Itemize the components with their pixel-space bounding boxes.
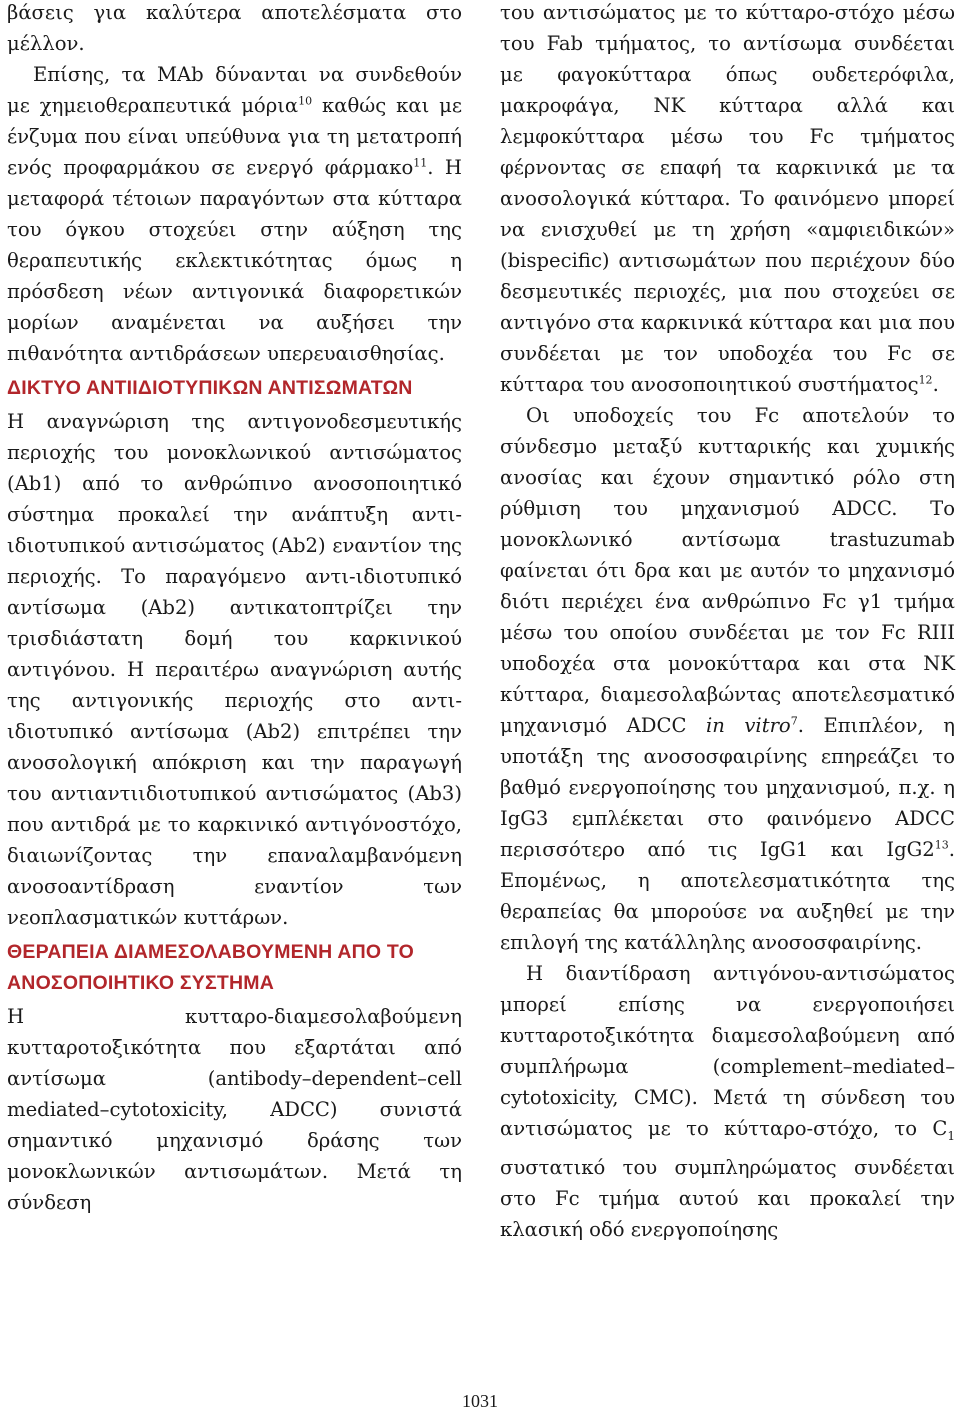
citation: 11 <box>413 156 428 170</box>
section-heading: ΔΙΚΤΥΟ ΑΝΤΙΙΔΙΟΤΥΠΙΚΩΝ ΑΝΤΙΣΩΜΑΤΩΝ <box>7 377 413 399</box>
section-heading: ΘΕΡΑΠΕΙΑ ΔΙΑΜΕΣΟΛΑΒΟΥΜΕΝΗ ΑΠΟ ΤΟ ΑΝΟΣΟΠΟΙΗΤΙΚΟ ΣΥΣΤΗΜΑ <box>7 941 414 994</box>
paragraph: Η διαντίδραση αντιγόνου-αντισώματος μπορεί επίσης να ενεργοποιήσει κυτταροτοξικότητα διαμεσολαβούμενη από συμπλήρωμα (complement–mediated–cytotoxicity, CMC). Μετά τη σύνδεση του αντισώματος με το κύτταρο-στόχο, το $C_1$ συστατικό του συμπληρώματος συνδέεται στο Fc τμήμα αυτού και προκαλεί την κλασική οδό ενεργοποίησης <box>500 962 955 1241</box>
paragraph: του αντισώματος με το κύτταρο-στόχο μέσω του Fab τμήματος, το αντίσωμα συνδέεται με φαγοκύτταρα όπως ουδετερόφιλα, μακροφάγα, NK κύτταρα αλλά και λεμφοκύτταρα μέσω του Fc τμήματος φέρνοντας σε επαφή τα καρκινικά με τα ανοσολογικά κύτταρα. Το φαινόμενο μπορεί να ενισχυθεί με τη χρήση «αμφιειδικών» (bispecific) αντισωμάτων που περιέχουν δύο δεσμευτικές περιοχές, μια που στοχεύει σε αντιγόνο στα καρκινικά κύτταρα και μια που συνδέεται με τον υποδοχέα του Fc σε κύτταρα του ανοσοποιητικού συστήματος$^{12}$. <box>500 1 955 396</box>
citation: 10 <box>298 94 313 108</box>
paragraph: Επίσης, τα MAb δύνανται να συνδεθούν με χημειοθεραπευτικά μόρια$^{10}$ καθώς και με ένζυμα που είναι υπεύθυνα για τη μετατροπή ενός προφαρμάκου σε ενεργό φάρμακο$^{11}$. Η μεταφορά τέτοιων παραγόντων στα κύτταρα του όγκου στοχεύει στην αύξηση της θεραπευτικής εκλεκτικότητας όμως η πρόσδεση νέων αντιγονικά διαφορετικών μορίων αναμένεται να αυξήσει την πιθανότητα αντιδράσεων υπερευαισθησίας. <box>7 63 462 365</box>
paragraph: Οι υποδοχείς του Fc αποτελούν το σύνδεσμο μεταξύ κυτταρικής και χυμικής ανοσίας και έχουν σημαντικό ρόλο στη ρύθμιση του μηχανισμού ADCC. Το μονοκλωνικό αντίσωμα trastuzumab φαίνεται ότι δρα και με αυτόν το μηχανισμό διότι περιέχει ένα ανθρώπινο Fc γ1 τμήμα μέσω του οποίου συνδέεται με τον Fc RIII υποδοχέα στα μονοκύτταρα και στα NK κύτταρα, διαμεσολαβώντας αποτελεσματικό μηχανισμό ADCC in vitro$^7$. Επιπλέον, η υποτάξη της ανοσοσφαιρίνης επηρεάζει το βαθμό ενεργοποίησης του μηχανισμού, π.χ. η IgG3 εμπλέκεται στο φαινόμενο ADCC περισσότερο από τις IgG1 και $IgG2^{13}$. Επομένως, η αποτελεσματικότητα της θεραπείας θα μπορούσε να αυξηθεί με την επιλογή της κατάλληλης ανοσοσφαιρίνης. <box>500 404 955 954</box>
subscript: 1 <box>947 1128 955 1143</box>
citation: 7 <box>790 714 798 728</box>
page-number: 1031 <box>462 1391 498 1411</box>
paragraph: Η αναγνώριση της αντιγονοδεσμευτικής περιοχής του μονοκλωνικού αντισώματος (Ab1) από το ανθρώπινο ανοσοποιητικό σύστημα προκαλεί την ανάπτυξη αντι-ιδιοτυπικού αντισώματος (Ab2) εναντίον της περιοχής. Το παραγόμενο αντι-ιδιοτυπικό αντίσωμα (Ab2) αντικατοπτρίζει την τρισδιάστατη δομή του καρκινικού αντιγόνου. Η περαιτέρω αναγνώριση αυτής της αντιγονικής περιοχής στο αντι-ιδιοτυπικό αντίσωμα (Ab2) επιτρέπει την ανοσολογική απόκριση και την παραγωγή του αντιαντιιδιοτυπικού αντισώματος (Ab3) που αντιδρά με το καρκινικό αντιγόνοστόχο, διαιωνίζοντας την επαναλαμβανόμενη ανοσοαντίδραση εναντίον των νεοπλασματικών κυττάρων. <box>7 410 462 929</box>
left-column <box>7 0 462 1218</box>
citation: 13 <box>934 838 949 852</box>
citation: 12 <box>918 373 933 387</box>
right-column <box>500 0 955 1245</box>
paragraph: Η κυτταρο-διαμεσολαβούμενη κυτταροτοξικότητα που εξαρτάται από αντίσωμα (antibody–dependent–cell mediated–cytotoxicity, ADCC) συνιστά σημαντικό μηχανισμό δράσης των μονοκλωνικών αντισωμάτων. Μετά τη σύνδεση <box>7 1005 462 1214</box>
paragraph: βάσεις για καλύτερα αποτελέσματα στο μέλλον. <box>7 1 462 55</box>
